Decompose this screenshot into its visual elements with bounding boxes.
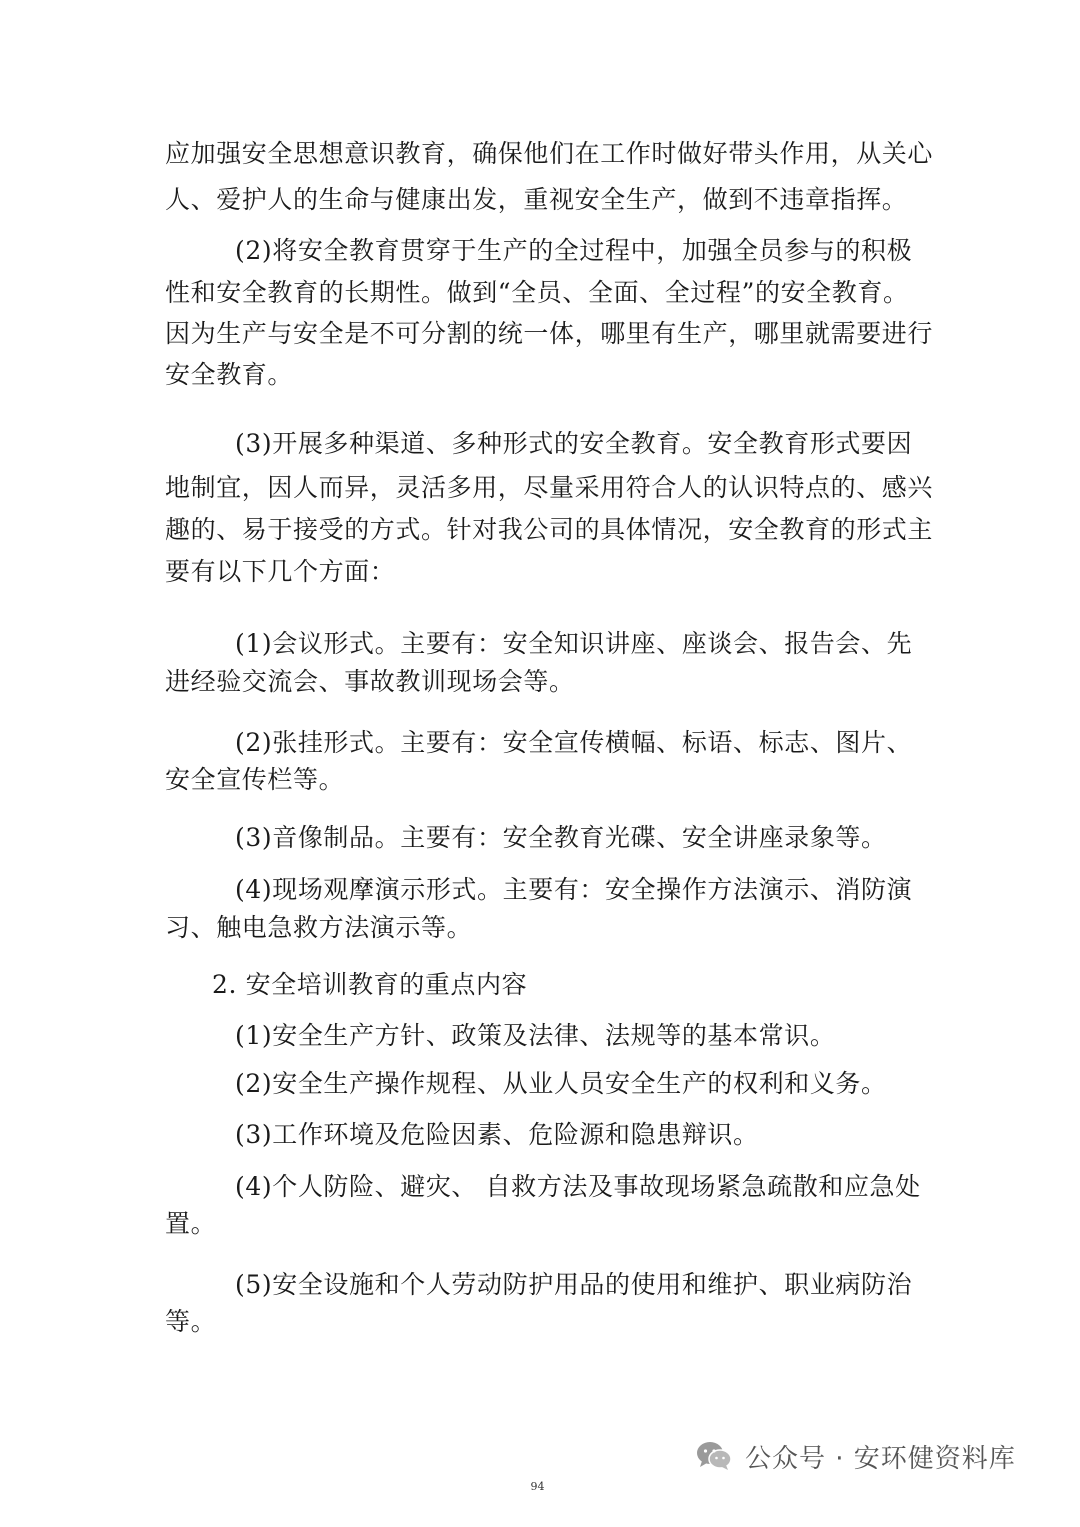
text-line: 性和安全教育的长期性。做到“全员、全面、全过程”的安全教育。 bbox=[165, 278, 909, 307]
text-line: 安全教育。 bbox=[165, 360, 294, 389]
watermark bbox=[695, 1436, 1016, 1476]
text-line: 安全宣传栏等。 bbox=[165, 765, 345, 794]
text-line: (3)开展多种渠道、多种形式的安全教育。安全教育形式要因 bbox=[235, 429, 913, 458]
text-line: (1)安全生产方针、政策及法律、法规等的基本常识。 bbox=[235, 1021, 836, 1050]
text-line: 趣的、易于接受的方式。针对我公司的具体情况，安全教育的形式主 bbox=[165, 515, 934, 544]
text-line: (2)安全生产操作规程、从业人员安全生产的权利和义务。 bbox=[235, 1069, 887, 1098]
page-number: 94 bbox=[530, 1480, 545, 1493]
text-line: (3)音像制品。主要有：安全教育光碟、安全讲座录象等。 bbox=[235, 823, 887, 852]
watermark-text: 公众号 · 安环健资料库 bbox=[745, 1443, 1016, 1474]
text-line: 人、爱护人的生命与健康出发，重视安全生产，做到不违章指挥。 bbox=[165, 185, 908, 214]
text-line: 置。 bbox=[165, 1209, 217, 1238]
text-line: 地制宜，因人而异，灵活多用，尽量采用符合人的认识特点的、感兴 bbox=[165, 473, 934, 502]
text-line: 习、触电急救方法演示等。 bbox=[165, 913, 473, 942]
text-line: (2)将安全教育贯穿于生产的全过程中，加强全员参与的积极 bbox=[235, 236, 913, 265]
text-line: (2)张挂形式。主要有：安全宣传横幅、标语、标志、图片、 bbox=[235, 728, 913, 757]
wechat-icon bbox=[695, 1440, 733, 1472]
text-line: (3)工作环境及危险因素、危险源和隐患辩识。 bbox=[235, 1120, 759, 1149]
text-line: (5)安全设施和个人劳动防护用品的使用和维护、职业病防治 bbox=[235, 1270, 913, 1299]
text-line: 进经验交流会、事故教训现场会等。 bbox=[165, 667, 575, 696]
text-line: 要有以下几个方面： bbox=[165, 557, 396, 586]
text-line: 等。 bbox=[165, 1307, 217, 1336]
section-heading: 2. 安全培训教育的重点内容 bbox=[212, 970, 528, 999]
text-line: 因为生产与安全是不可分割的统一体，哪里有生产，哪里就需要进行 bbox=[165, 319, 934, 348]
text-line: (4)现场观摩演示形式。主要有：安全操作方法演示、消防演 bbox=[235, 875, 913, 904]
text-line: (4)个人防险、避灾、 自救方法及事故现场紧急疏散和应急处 bbox=[235, 1172, 921, 1201]
text-line: 应加强安全思想意识教育，确保他们在工作时做好带头作用，从关心 bbox=[165, 139, 934, 168]
text-line: (1)会议形式。主要有：安全知识讲座、座谈会、报告会、先 bbox=[235, 629, 913, 658]
